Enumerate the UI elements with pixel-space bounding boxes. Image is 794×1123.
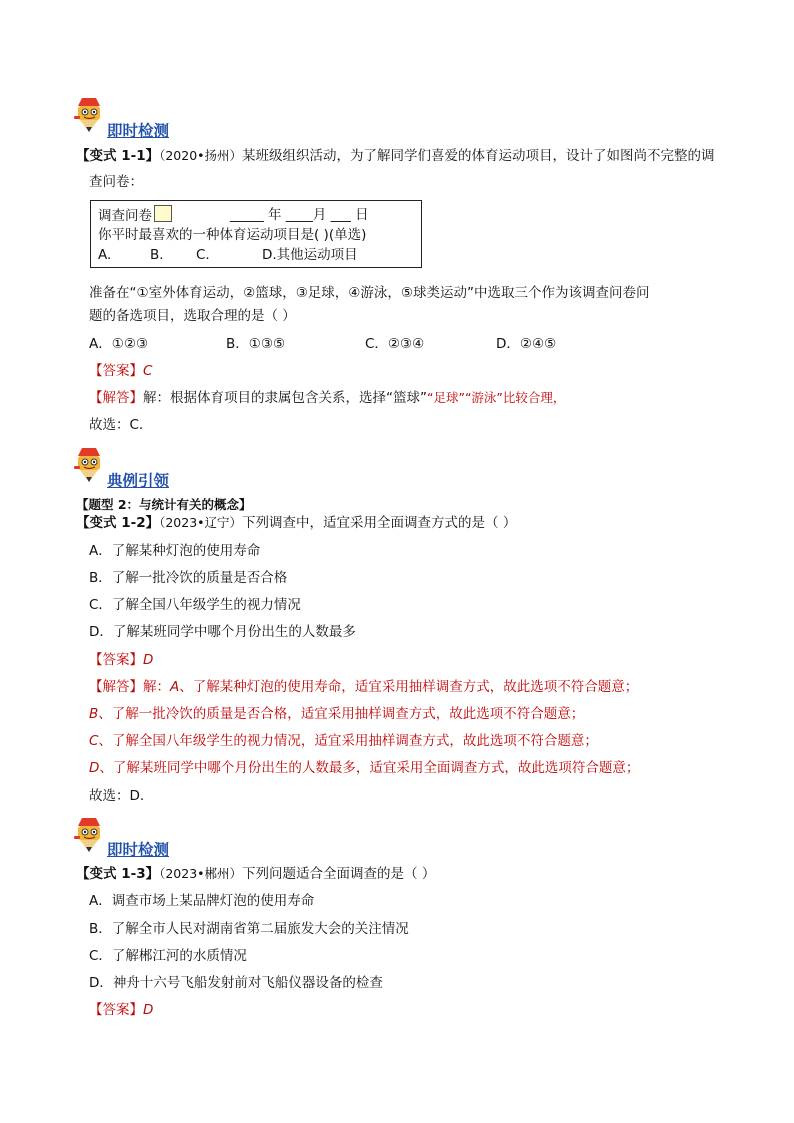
solution-line-d [89, 758, 639, 778]
solution-line-c [89, 731, 598, 751]
question-source: （2023•辽宁） [159, 515, 243, 530]
solution-line-a [89, 677, 638, 697]
option-b: B．①③⑤ [226, 336, 286, 352]
solution-text: 、了解一批冷饮的质量是否合格，适宜采用抽样调查方式，故此选项不符合题意； [98, 706, 585, 722]
answer-line [89, 361, 152, 381]
solution-label: 【解答】 [89, 679, 143, 695]
option-b: B．了解一批冷饮的质量是否合格 [89, 570, 288, 586]
survey-option-a: A. [98, 247, 112, 263]
solution-text: 、了解某种灯泡的使用寿命，适宜采用抽样调查方式，故此选项不符合题意； [179, 679, 639, 695]
question-stem: 下列调查中，适宜采用全面调查方式的是（ ） [242, 515, 517, 531]
question-header [76, 513, 516, 533]
pencil-mascot-icon [72, 446, 106, 484]
survey-option-b: B. [150, 247, 164, 263]
solution-letter: D [89, 760, 100, 776]
option-c: C．②③④ [365, 336, 425, 352]
survey-title: 调查问卷 [98, 208, 152, 224]
survey-question: 你平时最喜欢的一种体育运动项目是( )(单选) [98, 227, 367, 243]
survey-line-1 [98, 205, 172, 226]
answer-label: 【答案】 [89, 652, 143, 668]
question-stem: 下列问题适合全面调查的是（ ） [242, 866, 436, 882]
solution-letter: B [89, 706, 99, 722]
prep-text-1: 准备在“①室外体育运动，②篮球，③足球，④游泳，⑤球类运动”中选取三个作为该调查问卷问 [89, 285, 650, 301]
section-title: 即时检测 [107, 122, 170, 140]
option-c: C．了解全国八年级学生的视力情况 [89, 597, 301, 613]
answer-value: C [143, 363, 153, 379]
survey-number-box [154, 205, 172, 222]
section-title: 典例引领 [107, 472, 170, 490]
solution-letter: A [170, 679, 180, 695]
question-source: （2023•郴州） [159, 866, 243, 881]
answer-line [89, 650, 153, 670]
option-a: A．了解某种灯泡的使用寿命 [89, 543, 261, 559]
question-type-label: 【题型 2：与统计有关的概念】 [76, 497, 252, 512]
option-d: D．②④⑤ [496, 336, 557, 352]
solution-text: 解：根据体育项目的隶属包含关系，选择“篮球” [143, 390, 427, 406]
answer-label: 【答案】 [89, 363, 143, 379]
solution-prefix: 解： [143, 679, 170, 695]
option-c: C．了解郴江河的水质情况 [89, 948, 247, 964]
pencil-mascot-icon [72, 96, 106, 134]
option-d: D．神舟十六号飞船发射前对飞船仪器设备的检查 [89, 975, 383, 991]
solution-label: 【解答】 [89, 390, 143, 406]
survey-option-d: D.其他运动项目 [262, 247, 358, 263]
question-tag: 【变式 1-2】 [76, 515, 160, 531]
option-b: B．了解全市人民对湖南省第二届旅发大会的关注情况 [89, 921, 409, 937]
survey-option-c: C. [196, 247, 210, 263]
question-stem: 某班级组织活动，为了解同学们喜爱的体育运动项目，设计了如图尚不完整的调 [242, 148, 715, 164]
solution-line-b [89, 704, 584, 724]
answer-line [89, 1000, 153, 1020]
question-tag: 【变式 1-1】 [76, 148, 160, 164]
pencil-mascot-icon [72, 816, 106, 854]
option-a: A．①②③ [89, 336, 149, 352]
question-header [76, 146, 715, 166]
survey-date: _____ 年 ____月 ___ 日 [230, 207, 369, 223]
answer-value: D [143, 1002, 154, 1018]
question-tag: 【变式 1-3】 [76, 866, 160, 882]
solution-text: 、了解全国八年级学生的视力情况，适宜采用抽样调查方式，故此选项不符合题意； [98, 733, 598, 749]
solution-text: 、了解某班同学中哪个月份出生的人数最多，适宜采用全面调查方式，故此选项符合题意； [99, 760, 640, 776]
question-source: （2020•扬州） [159, 148, 243, 163]
conclusion: 故选：D. [89, 788, 145, 804]
solution-text-red: “足球”“游泳”比较合理， [427, 390, 566, 405]
answer-value: D [143, 652, 154, 668]
option-d: D．了解某班同学中哪个月份出生的人数最多 [89, 624, 356, 640]
option-a: A．调查市场上某品牌灯泡的使用寿命 [89, 893, 315, 909]
answer-label: 【答案】 [89, 1002, 143, 1018]
prep-text-2: 题的备选项目，选取合理的是（ ） [89, 308, 296, 324]
section-title: 即时检测 [107, 841, 170, 859]
solution-letter: C [89, 733, 99, 749]
question-stem-cont: 查问卷： [89, 174, 143, 190]
conclusion: 故选：C. [89, 417, 144, 433]
question-header [76, 864, 435, 884]
solution-line [89, 388, 565, 408]
